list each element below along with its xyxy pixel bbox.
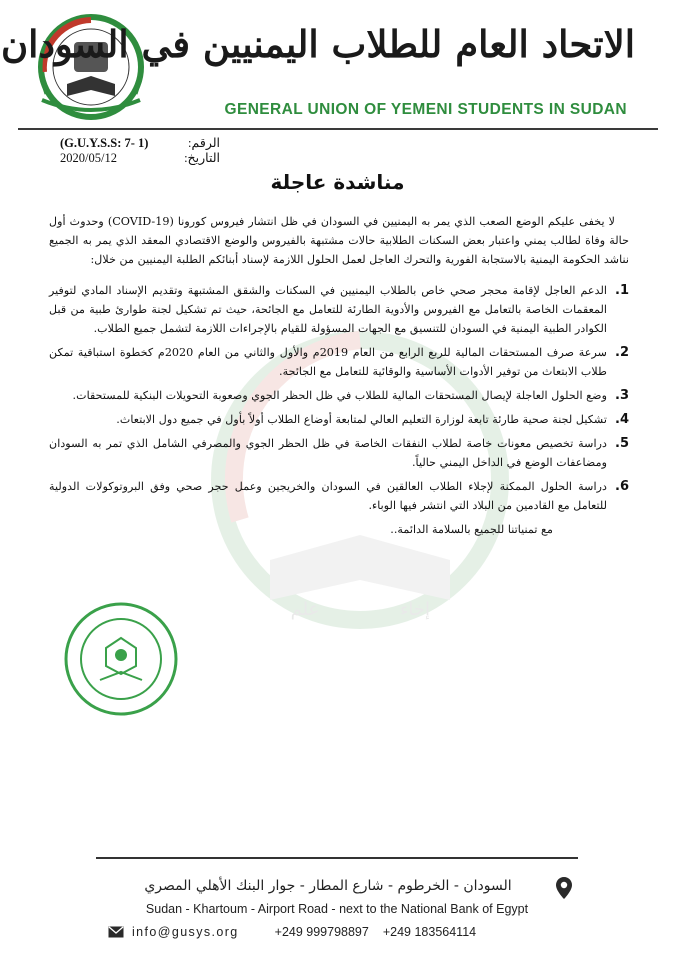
- reference-date: 2020/05/12: [60, 151, 117, 165]
- location-pin-icon: [555, 876, 573, 900]
- stamp-seal: [62, 600, 180, 718]
- item-text: وضع الحلول العاجلة لإيصال المستحقات المالية للطلاب في ظل الحظر الجوي وصعوبة التحويلات البنكية للمستحقات.: [72, 389, 607, 402]
- item-number: 5.: [615, 436, 629, 451]
- phone-number-2[interactable]: +249 183564114: [382, 925, 477, 939]
- item-number: 3.: [615, 388, 629, 403]
- reference-number-row: [60, 136, 220, 151]
- item-text: الدعم العاجل لإقامة محجر صحي خاص بالطلاب اليمنيين في السكنات والشقق المشتبهة وتقديم الإسناد المادي لتوفير المعقمات الخاصة بالتعامل مع الفيروس والأدوية الطارئة للتعامل مع الجائحة، حيث تم تشكيل لجنة طوارئ طبية من قبل الكوادر الطبية اليمنية في السودان للتنسيق مع الجهات المسؤولة للقيام بالإجراءات اللازمة لتشمل جميع الطلاب.: [49, 284, 607, 335]
- item-text: سرعة صرف المستحقات المالية للربع الرابع من العام 2019م والأول والثاني من العام 2020م كخطوة استباقية تمكن طلاب الابتعاث من توفير الأدوات الأساسية والوقائية للتعامل مع الجائحة.: [49, 346, 607, 378]
- item-text: دراسة الحلول الممكنة لإجلاء الطلاب العالقين في السودان والخريجين وعمل حجر صحي وفق البروتوكولات الدولية للتعامل مع القادمين من البلاد التي انتشر فيها الوباء.: [49, 480, 607, 512]
- list-item: [49, 434, 629, 472]
- footer-divider: [96, 857, 578, 859]
- letter-body: [49, 212, 629, 539]
- demands-list: [49, 281, 629, 515]
- list-item: [49, 410, 629, 429]
- letterhead: [0, 0, 675, 132]
- watermark-word-left: علم: [290, 599, 320, 620]
- reference-number-label: الرقم:: [188, 136, 220, 150]
- footer-contact: [108, 925, 578, 939]
- footer-address-arabic: السودان - الخرطوم - شارع المطار - جوار البنك الأهلي المصري: [144, 878, 512, 894]
- list-item: [49, 386, 629, 405]
- header-divider: [18, 128, 658, 130]
- item-number: 1.: [615, 283, 629, 298]
- item-text: تشكيل لجنة صحية طارئة تابعة لوزارة التعليم العالي لمتابعة أوضاع الطلاب أولاً بأول في جميع دول الابتعاث.: [116, 413, 607, 426]
- list-item: [49, 343, 629, 381]
- intro-paragraph: لا يخفى عليكم الوضع الصعب الذي يمر به اليمنيين في السودان في ظل انتشار فيروس كورونا (COVID-19) وحدوث أول حالة وفاة لطالب يمني واعتبار بعض السكنات الطلابية حالات مشتبهة بالفيروس والوضع الاقتصادي المعقد الذي يمر به الجميع نناشد الحكومة اليمنية بالاستجابة الفورية والتحرك العاجل لعمل الحلول اللازمة لإسناد أبنائكم الطلبة اليمنيين من خلال:: [49, 215, 629, 266]
- footer-address-english: Sudan - Khartoum - Airport Road - next to the National Bank of Egypt: [145, 902, 529, 916]
- item-number: 6.: [615, 479, 629, 494]
- reference-date-label: التاريخ:: [184, 151, 220, 165]
- closing-line: مع تمنياتنا للجميع بالسلامة الدائمة..: [390, 523, 553, 536]
- list-item: [49, 281, 629, 338]
- watermark-word-right: إخاء: [399, 599, 431, 620]
- reference-number: (G.U.Y.S.S: 7- 1): [60, 136, 149, 150]
- email-link[interactable]: info@gusys.org: [132, 925, 239, 939]
- arabic-title: الاتحاد العام للطلاب اليمنيين في السودان: [1, 22, 635, 66]
- item-number: 4.: [615, 412, 629, 427]
- english-title: GENERAL UNION OF YEMENI STUDENTS IN SUDAN: [224, 101, 627, 118]
- appeal-title: مناشدة عاجلة: [270, 170, 405, 194]
- mail-icon: [108, 926, 124, 938]
- item-number: 2.: [615, 345, 629, 360]
- reference-block: [60, 136, 220, 166]
- reference-date-row: [60, 151, 220, 166]
- item-text: دراسة تخصيص معونات خاصة لطلاب النفقات الخاصة في ظل الحظر الجوي والمصرفي الشامل الذي تمر به السودان ومضاعفات الوضع في الداخل اليمني حالياً.: [49, 437, 607, 469]
- list-item: [49, 477, 629, 515]
- phone-number-1[interactable]: +249 999798897: [274, 925, 369, 939]
